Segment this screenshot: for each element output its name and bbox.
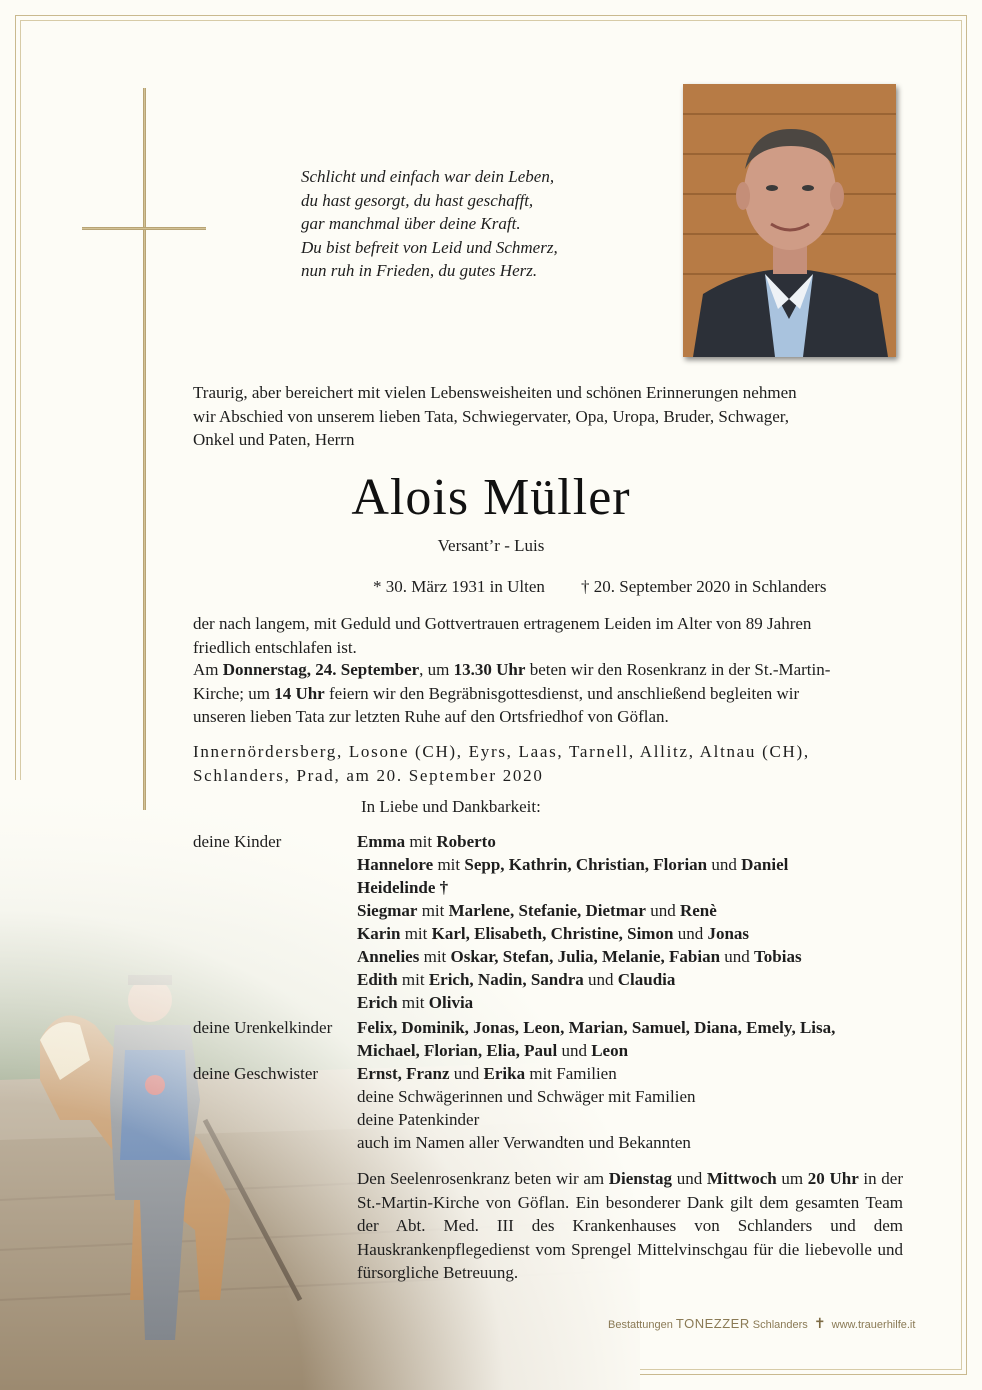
poem-line: gar manchmal über deine Kraft. xyxy=(301,214,521,233)
mourner-row: Hannelore mit Sepp, Kathrin, Christian, Florian und Daniel xyxy=(357,855,789,874)
mourner-row: Siegmar mit Marlene, Stefanie, Dietmar und Renè xyxy=(357,901,717,920)
deceased-nickname: Versant’r - Luis xyxy=(437,536,545,555)
places-line: Schlanders, Prad, am 20. September 2020 xyxy=(193,765,544,785)
thanks-heading: In Liebe und Dankbarkeit: xyxy=(361,797,541,816)
footer-credit xyxy=(608,1315,915,1332)
death-date: † 20. September 2020 in Schlanders xyxy=(581,577,827,596)
label-children: deine Kinder xyxy=(193,832,282,851)
cross-icon xyxy=(143,88,146,810)
poem-line: Du bist befreit von Leid und Schmerz, xyxy=(301,237,558,257)
mourner-row: Michael, Florian, Elia, Paul und Leon xyxy=(357,1041,629,1060)
mourner-row: Karin mit Karl, Elisabeth, Christine, Simon und Jonas xyxy=(357,924,750,943)
cross-icon-bar xyxy=(82,227,206,230)
label-siblings: deine Geschwister xyxy=(193,1064,319,1083)
poem-line: nun ruh in Frieden, du gutes Herz. xyxy=(301,261,538,280)
intro-line: Traurig, aber bereichert mit vielen Lebensweisheiten und schönen Erinnerungen nehmen xyxy=(193,383,797,402)
mourner-row: Heidelinde † xyxy=(357,878,449,897)
deceased-name: Alois Müller xyxy=(351,469,631,526)
death-text-line: friedlich entschlafen ist. xyxy=(193,637,357,657)
intro-line: wir Abschied von unserem lieben Tata, Schwiegervater, Opa, Uropa, Bruder, Schwager, xyxy=(193,406,789,426)
mourner-row: Ernst, Franz und Erika mit Familien xyxy=(357,1064,617,1083)
footer-town: Schlanders xyxy=(749,1319,808,1331)
mourner-row: Edith mit Erich, Nadin, Sandra und Claudia xyxy=(357,970,676,989)
poem-line: Schlicht und einfach war dein Leben, xyxy=(301,167,555,186)
poem xyxy=(301,165,558,283)
poem-line: du hast gesorgt, du hast geschafft, xyxy=(301,190,534,210)
rosary-line: Kirche; um 14 Uhr feiern wir den Begräbnisgottesdienst, und anschließend begleiten wir xyxy=(193,683,800,703)
places-text xyxy=(193,740,903,787)
mourner-row: auch im Namen aller Verwandten und Bekannten xyxy=(357,1133,691,1152)
footer-prefix: Bestattungen xyxy=(608,1319,676,1331)
label-greatgrandchildren: deine Urenkelkinder xyxy=(193,1018,333,1037)
intro-text xyxy=(193,381,903,452)
mourner-row: Emma mit Roberto xyxy=(357,832,496,851)
footer-url[interactable]: www.trauerhilfe.it xyxy=(831,1319,916,1331)
footer-brand: TONEZZER xyxy=(675,1316,750,1331)
mourner-row: deine Patenkinder xyxy=(357,1110,480,1129)
mourner-row: Annelies mit Oskar, Stefan, Julia, Melanie, Fabian und Tobias xyxy=(357,947,802,966)
mourner-row: Erich mit Olivia xyxy=(357,993,474,1012)
trauerhilfe-logo-icon: ✝ xyxy=(813,1315,826,1331)
mourner-row: deine Schwägerinnen und Schwäger mit Familien xyxy=(357,1087,696,1106)
birth-date: * 30. März 1931 in Ulten xyxy=(373,577,545,596)
closing-text: Den Seelenrosenkranz beten wir am Dienstag und Mittwoch um 20 Uhr in der St.-Martin-Kirche von Göflan. Ein besonderer Dank gilt dem gesamten Team der Abt. Med. III des Krankenhauses von Schlanders und dem Hauskrankenpflegedienst vom Sprengel Mittelvinschgau für die liebevolle und fürsorgliche Betreuung. xyxy=(357,1169,903,1282)
places-line: Innernördersberg, Losone (CH), Eyrs, Laas, Tarnell, Allitz, Altnau (CH), xyxy=(193,742,810,761)
portrait-photo xyxy=(683,84,896,357)
rosary-line: Am Donnerstag, 24. September, um 13.30 Uhr beten wir den Rosenkranz in der St.-Martin- xyxy=(193,660,831,679)
rosary-line: unseren lieben Tata zur letzten Ruhe auf den Ortsfriedhof von Göflan. xyxy=(193,707,669,726)
death-text xyxy=(193,612,903,659)
rosary-text xyxy=(193,658,903,729)
mourner-row: Felix, Dominik, Jonas, Leon, Marian, Samuel, Diana, Emely, Lisa, xyxy=(357,1018,836,1037)
intro-line: Onkel und Paten, Herrn xyxy=(193,430,355,449)
death-text-line: der nach langem, mit Geduld und Gottvertrauen ertragenem Leiden im Alter von 89 Jahren xyxy=(193,614,812,633)
